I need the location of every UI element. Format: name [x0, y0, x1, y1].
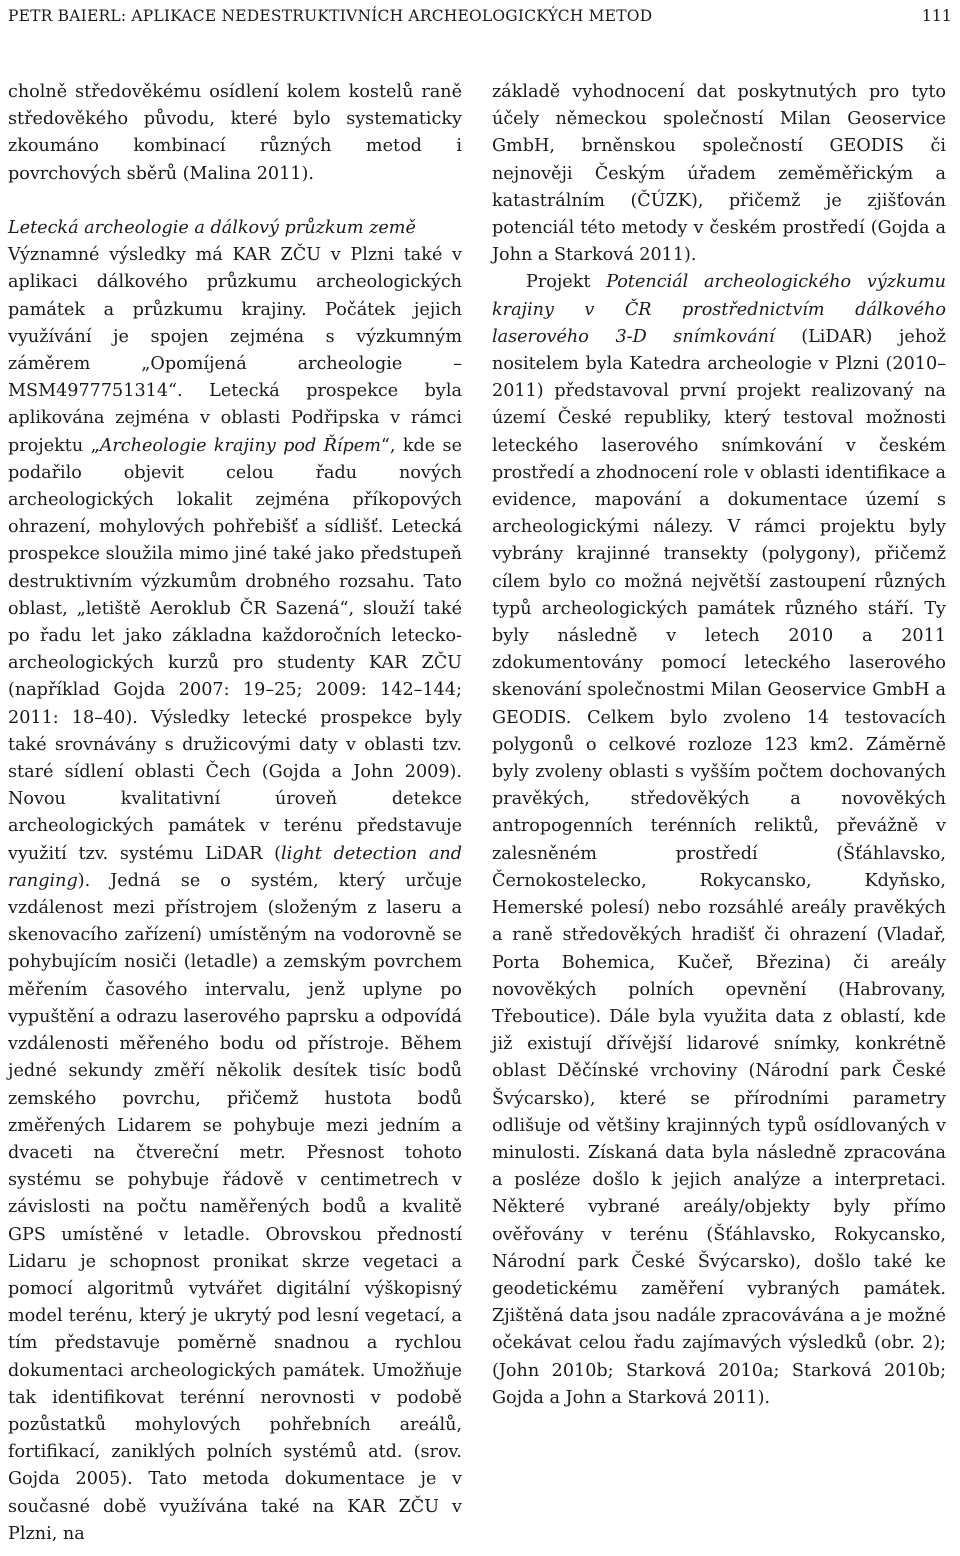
paragraph-project	[492, 269, 946, 1412]
project-title-italic: Archeologie krajiny pod Řípem	[99, 435, 381, 456]
text-run: Významné výsledky má KAR ZČU v Plzni také v aplikaci dálkového průzkumu archeologických památek a průzkumu krajiny. Počátek jejich využívání je spojen zejména s výzkumným záměrem „Opomíjená archeologie – MSM4977751314“. Letecká prospekce byla aplikována zejména v oblasti Podřipska v rámci projektu „	[8, 245, 462, 456]
paragraph-lidar	[8, 242, 462, 1548]
project-title-italic: Potenciál archeologického výzkumu krajiny v ČR prostřednictvím dálkového laserového 3-D snímkování	[492, 272, 946, 347]
text-run: “, kde se podařilo objevit celou řadu nových archeologických lokalit zejména příkopových ohrazení, mohylových pohřebišť a sídlišť. Letecká prospekce sloužila mimo jiné také jako předstupeň destruktivním výzkumům drobného rozsahu. Tato oblast, „letiště Aeroklub ČR Sazená“, slouží také po řadu let jako základna každoročních letecko-archeologických kurzů pro studenty KAR ZČU (například Gojda 2007: 19–25; 2009: 142–144; 2011: 18–40). Výsledky letecké prospekce byly také srovnávány s družicovými daty v oblasti tzv. staré sídlení oblasti Čech (Gojda a John 2009). Novou kvalitativní úroveň detekce archeologických památek v terénu představuje využití tzv. systému LiDAR (	[8, 435, 462, 864]
running-header	[8, 4, 952, 28]
running-title: PETR BAIERL: APLIKACE NEDESTRUKTIVNÍCH ARCHEOLOGICKÝCH METOD	[8, 7, 653, 25]
paragraph-continued: cholně středověkému osídlení kolem kostelů raně středověkého původu, které bylo systematicky zkoumáno kombinací různých metod i povrchových sběrů (Malina 2011).	[8, 82, 462, 184]
text-run: (LiDAR) jehož nositelem byla Katedra archeologie v Plzni (2010–2011) představoval první projekt realizovaný na území České republiky, který testoval možnosti leteckého laserového snímkování v českém prostředí a zhodnocení role v oblasti identifikace a evidence, mapování a dokumentace území s archeologickými nálezy. V rámci projektu byly vybrány krajinné transekty (polygony), přičemž cílem bylo co možná největší zastoupení různých typů archeologických památek různého stáří. Ty byly následně v letech 2010 a 2011 zdokumentovány pomocí leteckého laserového skenování společnostmi Milan Geoservice GmbH a GEODIS. Celkem bylo zvoleno 14 testovacích polygonů o celkové rozloze 123 km2. Záměrně byly zvoleny oblasti s vyšším počtem dochovaných pravěkých, středověkých a novověkých antropogenních terénních reliktů, převážně v zalesněném prostředí (Šťáhlavsko, Černokostelecko, Rokycansko, Kdyňsko, Hemerské polesí) nebo rozsáhlé areály pravěkých a raně středověkých hradišť či ohrazení (Vladař, Porta Bohemica, Kučeř, Březina) či areály novověkých polních opevnění (Habrovany, Třeboutice). Dále byla využita data z oblastí, kde již existují dřívější lidarové snímky, konkrétně oblast Děčínské vrchoviny (Národní park České Švýcarsko), které se přírodními parametry odlišuje od většiny krajinných typů osídlovaných v minulosti. Získaná data byla následně zpracována a posléze došlo k jejich analýze a interpretaci. Některé vybrané areály/objekty byly přímo ověřovány v terénu (Šťáhlavsko, Rokycansko, Národní park České Švýcarsko), došlo také ke geodetickému zaměření vybraných památek. Zjištěná data jsou nadále zpracovávána a je možné očekávat celou řadu zajímavých výsledků (obr. 2); (John 2010b; Starková 2010a; Starková 2010b; Gojda a John a Starková 2011).	[492, 326, 947, 1408]
right-column	[492, 79, 946, 1412]
term-italic: light detection and ranging	[8, 843, 462, 891]
section-heading: Letecká archeologie a dálkový průzkum země	[8, 218, 416, 238]
text-run: Projekt	[526, 272, 607, 293]
left-column	[8, 79, 462, 1548]
paragraph-continued: základě vyhodnocení dat poskytnutých pro tyto účely německou společností Milan Geoservice GmbH, brněnskou společností GEODIS či nejnověji Českým úřadem zeměměřickým a katastrálním (ČÚZK), přičemž je zjišťován potenciál této metody v českém prostředí (Gojda a John a Starková 2011).	[492, 82, 946, 266]
text-run: ). Jedná se o systém, který určuje vzdálenost mezi přístrojem (složeným z laseru a skenovacího zařízení) umístěným na vodorovně se pohybujícím nosiči (letadle) a zemským povrchem měřením časového intervalu, jenž uplyne po vypuštění a odrazu laserového paprsku a odpovídá vzdálenosti měřeného bodu od přístroje. Během jedné sekundy změří několik desítek tisíc bodů zemského povrchu, přičemž hustota bodů změřených Lidarem se pohybuje mezi jedním a dvaceti na čtvereční metr. Přesnost tohoto systému se pohybuje řádově v centimetrech v závislosti na počtu naměřených bodů a kvalitě GPS umístěné v letadle. Obrovskou předností Lidaru je schopnost pronikat skrze vegetaci a pomocí algoritmů vytvářet digitální výškopisný model terénu, který je ukrytý pod lesní vegetací, a tím představuje poměrně snadnou a rychlou dokumentaci archeologických památek. Umožňuje tak identifikovat terénní nerovnosti v podobě pozůstatků mohylových pohřebních areálů, fortifikací, zaniklých polních systémů atd. (srov. Gojda 2005). Tato metoda dokumentace je v současné době využívána také na KAR ZČU v Plzni, na	[8, 870, 462, 1544]
page-number: 111	[921, 7, 952, 25]
